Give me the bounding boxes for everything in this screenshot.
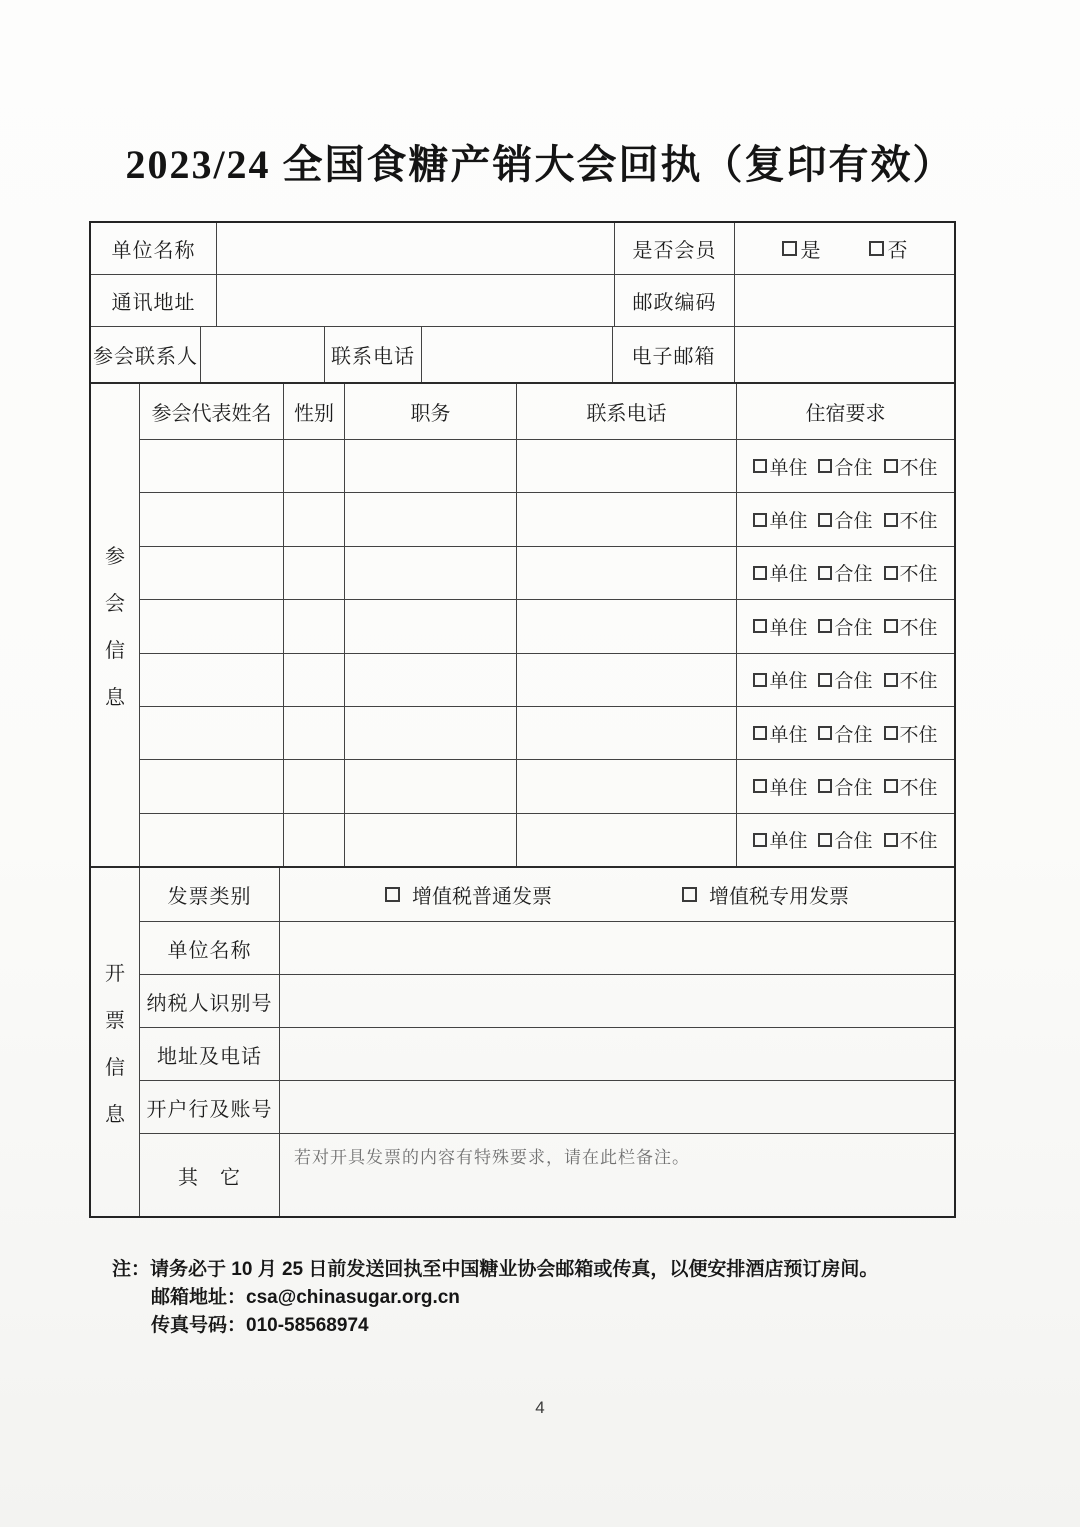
invoice-bank-field[interactable]: [280, 1081, 954, 1133]
lodging-single-option[interactable]: [753, 453, 807, 480]
attendee-phone-field[interactable]: [517, 814, 737, 866]
attendee-lodging-options: [737, 440, 954, 492]
attendee-gender-field[interactable]: [284, 440, 345, 492]
checkbox-icon[interactable]: [818, 619, 832, 633]
lodging-option-label: 合住: [834, 617, 873, 639]
col-header-phone: 联系电话: [517, 384, 737, 439]
attendee-row: [140, 600, 954, 653]
checkbox-icon[interactable]: [818, 513, 832, 527]
member-yes-option[interactable]: [782, 234, 821, 263]
attendee-duty-field[interactable]: [345, 654, 517, 706]
lodging-shared-option[interactable]: [818, 453, 872, 480]
checkbox-icon[interactable]: [884, 459, 898, 473]
side-label-char: 息: [105, 1104, 125, 1126]
lodging-option-label: 单住: [769, 511, 808, 533]
lodging-none-option[interactable]: [884, 559, 938, 586]
invoice-special-label: 增值税专用发票: [709, 886, 849, 908]
member-options: [735, 223, 954, 274]
invoice-bank-label: 开户行及账号: [140, 1081, 280, 1133]
attendee-gender-field[interactable]: [284, 707, 345, 759]
address-row: [91, 275, 954, 327]
attendee-row: [140, 654, 954, 707]
attendee-phone-field[interactable]: [517, 600, 737, 652]
checkbox-icon[interactable]: [753, 779, 767, 793]
attendee-duty-field[interactable]: [345, 493, 517, 545]
checkbox-icon[interactable]: [753, 833, 767, 847]
attendee-lodging-options: [737, 707, 954, 759]
checkbox-icon[interactable]: [753, 673, 767, 687]
lodging-option-label: 不住: [899, 564, 938, 586]
attendee-section-side-label: [91, 384, 140, 866]
attendee-row: [140, 814, 954, 866]
lodging-none-option[interactable]: [884, 666, 938, 693]
side-label-char: 开: [105, 963, 125, 985]
invoice-other-row: [140, 1134, 954, 1216]
side-label-char: 信: [105, 1057, 125, 1079]
lodging-option-label: 单住: [769, 564, 808, 586]
checkbox-icon[interactable]: [782, 241, 797, 256]
checkbox-icon[interactable]: [818, 779, 832, 793]
attendee-row: [140, 440, 954, 493]
attendee-phone-field[interactable]: [517, 654, 737, 706]
checkbox-icon[interactable]: [884, 566, 898, 580]
invoice-special-option[interactable]: [682, 880, 849, 909]
unit-name-label: 单位名称: [91, 223, 217, 274]
lodging-single-option[interactable]: [753, 666, 807, 693]
attendee-duty-field[interactable]: [345, 814, 517, 866]
note-line-deadline: [112, 1256, 952, 1284]
postal-label: 邮政编码: [615, 275, 735, 326]
address-label: 通讯地址: [91, 275, 217, 326]
email-label: 电子邮箱: [613, 327, 735, 382]
member-no-label: 否: [887, 240, 908, 262]
page-number: 4: [535, 1398, 545, 1417]
lodging-option-label: 单住: [769, 724, 808, 746]
attendee-phone-field[interactable]: [517, 547, 737, 599]
lodging-shared-option[interactable]: [818, 506, 872, 533]
note-email-value: csa@chinasugar.org.cn: [246, 1287, 460, 1308]
col-header-gender: 性别: [284, 384, 345, 439]
lodging-option-label: 合住: [834, 831, 873, 853]
side-label-char: 参: [105, 546, 125, 568]
invoice-tax-id-row: [140, 975, 954, 1028]
lodging-option-label: 合住: [834, 671, 873, 693]
lodging-option-label: 不住: [899, 617, 938, 639]
side-label-char: 票: [105, 1010, 125, 1032]
checkbox-icon[interactable]: [884, 833, 898, 847]
member-no-option[interactable]: [869, 234, 908, 263]
note-fax-value: 010-58568974: [246, 1315, 369, 1336]
attendee-name-field[interactable]: [140, 654, 284, 706]
contact-label: 参会联系人: [91, 327, 201, 382]
checkbox-icon[interactable]: [753, 513, 767, 527]
checkbox-icon[interactable]: [884, 726, 898, 740]
postal-field[interactable]: [735, 275, 954, 326]
note-line-email: [151, 1284, 952, 1312]
note-deadline-text: 请务必于 10 月 25 日前发送回执至中国糖业协会邮箱或传真，以便安排酒店预订房间。: [150, 1259, 879, 1280]
lodging-none-option[interactable]: [884, 826, 938, 853]
lodging-none-option[interactable]: [884, 720, 938, 747]
lodging-option-label: 不住: [899, 724, 938, 746]
attendee-name-field[interactable]: [140, 547, 284, 599]
lodging-option-label: 不住: [899, 831, 938, 853]
checkbox-icon[interactable]: [818, 726, 832, 740]
checkbox-icon[interactable]: [682, 887, 697, 902]
unit-name-field[interactable]: [217, 223, 615, 274]
attendee-phone-field[interactable]: [517, 440, 737, 492]
lodging-shared-option[interactable]: [818, 826, 872, 853]
invoice-bank-row: [140, 1081, 954, 1134]
contact-phone-field[interactable]: [422, 327, 613, 382]
attendee-section: [91, 382, 954, 866]
attendee-gender-field[interactable]: [284, 600, 345, 652]
lodging-none-option[interactable]: [884, 453, 938, 480]
lodging-single-option[interactable]: [753, 773, 807, 800]
attendee-duty-field[interactable]: [345, 707, 517, 759]
attendee-name-field[interactable]: [140, 814, 284, 866]
contact-row: [91, 327, 954, 382]
attendee-header-row: [140, 384, 954, 440]
invoice-unit-label: 单位名称: [140, 922, 280, 974]
invoice-tax-id-field[interactable]: [280, 975, 954, 1027]
invoice-unit-field[interactable]: [280, 922, 954, 974]
checkbox-icon[interactable]: [884, 779, 898, 793]
attendee-name-field[interactable]: [140, 760, 284, 812]
invoice-address-row: [140, 1028, 954, 1081]
attendee-lodging-options: [737, 600, 954, 652]
invoice-type-label: 发票类别: [140, 868, 280, 921]
attendee-name-field[interactable]: [140, 707, 284, 759]
attendee-lodging-options: [737, 654, 954, 706]
invoice-address-field[interactable]: [280, 1028, 954, 1080]
invoice-general-option[interactable]: [385, 880, 552, 909]
attendee-duty-field[interactable]: [345, 547, 517, 599]
note-fax-label: 传真号码：: [151, 1315, 247, 1336]
contact-field[interactable]: [201, 327, 325, 382]
member-yes-label: 是: [800, 240, 821, 262]
lodging-shared-option[interactable]: [818, 559, 872, 586]
address-field[interactable]: [217, 275, 615, 326]
lodging-shared-option[interactable]: [818, 666, 872, 693]
lodging-shared-option[interactable]: [818, 720, 872, 747]
note-line-fax: [151, 1312, 952, 1340]
col-header-name: 参会代表姓名: [140, 384, 284, 439]
note-prefix: 注：: [112, 1259, 151, 1280]
unit-name-row: [91, 223, 954, 275]
checkbox-icon[interactable]: [818, 459, 832, 473]
attendee-duty-field[interactable]: [345, 600, 517, 652]
lodging-option-label: 合住: [834, 457, 873, 479]
attendee-name-field[interactable]: [140, 493, 284, 545]
invoice-type-options: [280, 868, 954, 921]
attendee-gender-field[interactable]: [284, 654, 345, 706]
attendee-row: [140, 707, 954, 760]
lodging-shared-option[interactable]: [818, 773, 872, 800]
attendee-lodging-options: [737, 814, 954, 866]
lodging-single-option[interactable]: [753, 506, 807, 533]
lodging-option-label: 不住: [899, 671, 938, 693]
registration-form-table: [89, 221, 956, 1218]
attendee-row: [140, 493, 954, 546]
footer-note: [112, 1256, 952, 1340]
lodging-single-option[interactable]: [753, 720, 807, 747]
lodging-option-label: 合住: [834, 777, 873, 799]
attendee-row: [140, 760, 954, 813]
lodging-option-label: 单住: [769, 457, 808, 479]
invoice-other-label: 其 它: [140, 1134, 280, 1216]
lodging-option-label: 合住: [834, 724, 873, 746]
attendee-lodging-options: [737, 760, 954, 812]
checkbox-icon[interactable]: [753, 566, 767, 580]
invoice-other-field[interactable]: [280, 1134, 954, 1216]
attendee-lodging-options: [737, 493, 954, 545]
lodging-option-label: 不住: [899, 511, 938, 533]
lodging-option-label: 单住: [769, 671, 808, 693]
invoice-unit-row: [140, 922, 954, 975]
invoice-tax-id-label: 纳税人识别号: [140, 975, 280, 1027]
attendee-phone-field[interactable]: [517, 707, 737, 759]
lodging-none-option[interactable]: [884, 773, 938, 800]
invoice-address-label: 地址及电话: [140, 1028, 280, 1080]
lodging-single-option[interactable]: [753, 613, 807, 640]
col-header-duty: 职务: [345, 384, 517, 439]
attendee-phone-field[interactable]: [517, 493, 737, 545]
attendee-lodging-options: [737, 547, 954, 599]
member-label: 是否会员: [615, 223, 735, 274]
checkbox-icon[interactable]: [385, 887, 400, 902]
checkbox-icon[interactable]: [818, 566, 832, 580]
checkbox-icon[interactable]: [869, 241, 884, 256]
lodging-option-label: 单住: [769, 831, 808, 853]
invoice-general-label: 增值税普通发票: [412, 886, 552, 908]
checkbox-icon[interactable]: [753, 726, 767, 740]
col-header-lodging: 住宿要求: [805, 403, 886, 425]
attendee-row: [140, 547, 954, 600]
lodging-option-label: 合住: [834, 511, 873, 533]
attendee-gender-field[interactable]: [284, 814, 345, 866]
attendee-gender-field[interactable]: [284, 547, 345, 599]
side-label-char: 息: [105, 687, 125, 709]
attendee-name-field[interactable]: [140, 440, 284, 492]
email-field[interactable]: [735, 327, 954, 382]
attendee-name-field[interactable]: [140, 600, 284, 652]
attendee-phone-field[interactable]: [517, 760, 737, 812]
page-title: 2023/24 全国食糖产销大会回执（复印有效）: [125, 142, 955, 187]
checkbox-icon[interactable]: [818, 673, 832, 687]
checkbox-icon[interactable]: [818, 833, 832, 847]
lodging-single-option[interactable]: [753, 826, 807, 853]
lodging-none-option[interactable]: [884, 613, 938, 640]
attendee-gender-field[interactable]: [284, 493, 345, 545]
side-label-char: 信: [105, 640, 125, 662]
lodging-single-option[interactable]: [753, 559, 807, 586]
checkbox-icon[interactable]: [884, 513, 898, 527]
checkbox-icon[interactable]: [753, 619, 767, 633]
side-label-char: 会: [105, 593, 125, 615]
invoice-other-hint: 若对开具发票的内容有特殊要求，请在此栏备注。: [294, 1148, 690, 1167]
lodging-none-option[interactable]: [884, 506, 938, 533]
lodging-option-label: 单住: [769, 777, 808, 799]
invoice-type-row: [140, 868, 954, 922]
attendee-duty-field[interactable]: [345, 440, 517, 492]
checkbox-icon[interactable]: [884, 619, 898, 633]
note-email-label: 邮箱地址：: [151, 1287, 247, 1308]
invoice-section: [91, 866, 954, 1216]
lodging-shared-option[interactable]: [818, 613, 872, 640]
attendee-gender-field[interactable]: [284, 760, 345, 812]
lodging-option-label: 不住: [899, 777, 938, 799]
contact-phone-label: 联系电话: [325, 327, 422, 382]
attendee-duty-field[interactable]: [345, 760, 517, 812]
lodging-option-label: 不住: [899, 457, 938, 479]
lodging-option-label: 单住: [769, 617, 808, 639]
checkbox-icon[interactable]: [884, 673, 898, 687]
lodging-option-label: 合住: [834, 564, 873, 586]
checkbox-icon[interactable]: [753, 459, 767, 473]
invoice-section-side-label: [91, 868, 140, 1216]
